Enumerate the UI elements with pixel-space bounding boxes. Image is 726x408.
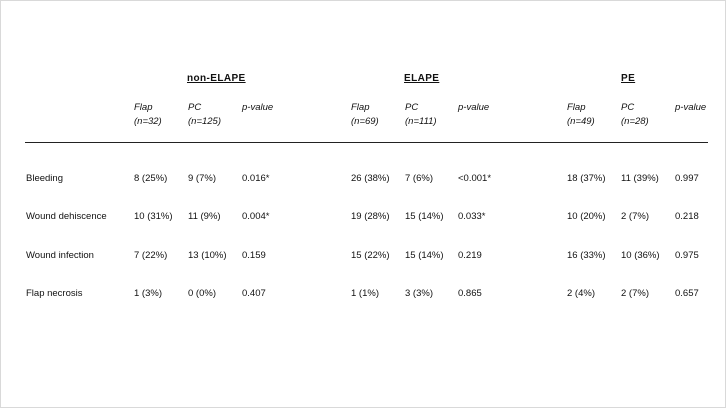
col-header-flap-n: (n=32) bbox=[134, 116, 162, 127]
table-cell: 10 (36%) bbox=[621, 250, 660, 261]
table-cell: 13 (10%) bbox=[188, 250, 227, 261]
table-cell: 0.218 bbox=[675, 211, 699, 222]
header-divider bbox=[25, 142, 708, 143]
table-cell: 0 (0%) bbox=[188, 288, 216, 299]
row-label: Wound infection bbox=[26, 250, 94, 261]
table-cell: 8 (25%) bbox=[134, 173, 168, 184]
table-cell: 2 (7%) bbox=[621, 288, 649, 299]
table-cell: 1 (3%) bbox=[134, 288, 162, 299]
row-label: Flap necrosis bbox=[26, 288, 83, 299]
col-header-flap: Flap bbox=[351, 102, 370, 113]
table-cell: 10 (31%) bbox=[134, 211, 173, 222]
table-cell: 18 (37%) bbox=[567, 173, 606, 184]
col-header-flap-n: (n=69) bbox=[351, 116, 379, 127]
table-cell: 9 (7%) bbox=[188, 173, 216, 184]
table-cell: 15 (14%) bbox=[405, 250, 444, 261]
col-header-pc-n: (n=125) bbox=[188, 116, 222, 127]
table-cell: 1 (1%) bbox=[351, 288, 379, 299]
row-label: Bleeding bbox=[26, 173, 63, 184]
table-cell: 0.975 bbox=[675, 250, 699, 261]
row-label: Wound dehiscence bbox=[26, 211, 107, 222]
table-cell: 0.004* bbox=[242, 211, 270, 222]
table-cell: 16 (33%) bbox=[567, 250, 606, 261]
table-cell: 15 (22%) bbox=[351, 250, 390, 261]
col-header-pc-n: (n=28) bbox=[621, 116, 649, 127]
col-header-p-value: p-value bbox=[458, 102, 490, 113]
table-cell: 0.016* bbox=[242, 173, 270, 184]
table-cell: 0.219 bbox=[458, 250, 482, 261]
table-cell: 0.657 bbox=[675, 288, 699, 299]
table-cell: 0.997 bbox=[675, 173, 699, 184]
group-header-elape: ELAPE bbox=[404, 73, 440, 84]
col-header-p-value: p-value bbox=[675, 102, 707, 113]
table-cell: <0.001* bbox=[458, 173, 492, 184]
table-cell: 19 (28%) bbox=[351, 211, 390, 222]
table-cell: 2 (7%) bbox=[621, 211, 649, 222]
col-header-flap-n: (n=49) bbox=[567, 116, 595, 127]
table-cell: 10 (20%) bbox=[567, 211, 606, 222]
table-cell: 0.865 bbox=[458, 288, 482, 299]
col-header-flap: Flap bbox=[134, 102, 153, 113]
table-cell: 0.159 bbox=[242, 250, 266, 261]
table-cell: 3 (3%) bbox=[405, 288, 433, 299]
col-header-pc: PC bbox=[188, 102, 202, 113]
group-header-pe: PE bbox=[621, 73, 636, 84]
col-header-pc: PC bbox=[621, 102, 635, 113]
table-cell: 7 (22%) bbox=[134, 250, 168, 261]
table-cell: 0.033* bbox=[458, 211, 486, 222]
table-cell: 7 (6%) bbox=[405, 173, 433, 184]
col-header-flap: Flap bbox=[567, 102, 586, 113]
table-cell: 11 (9%) bbox=[188, 211, 221, 222]
table-cell: 26 (38%) bbox=[351, 173, 390, 184]
table-cell: 0.407 bbox=[242, 288, 266, 299]
col-header-pc-n: (n=111) bbox=[405, 116, 437, 127]
group-header-non-elape: non-ELAPE bbox=[187, 73, 246, 84]
table-cell: 11 (39%) bbox=[621, 173, 659, 184]
col-header-p-value: p-value bbox=[242, 102, 274, 113]
table-cell: 2 (4%) bbox=[567, 288, 595, 299]
col-header-pc: PC bbox=[405, 102, 419, 113]
table-cell: 15 (14%) bbox=[405, 211, 444, 222]
